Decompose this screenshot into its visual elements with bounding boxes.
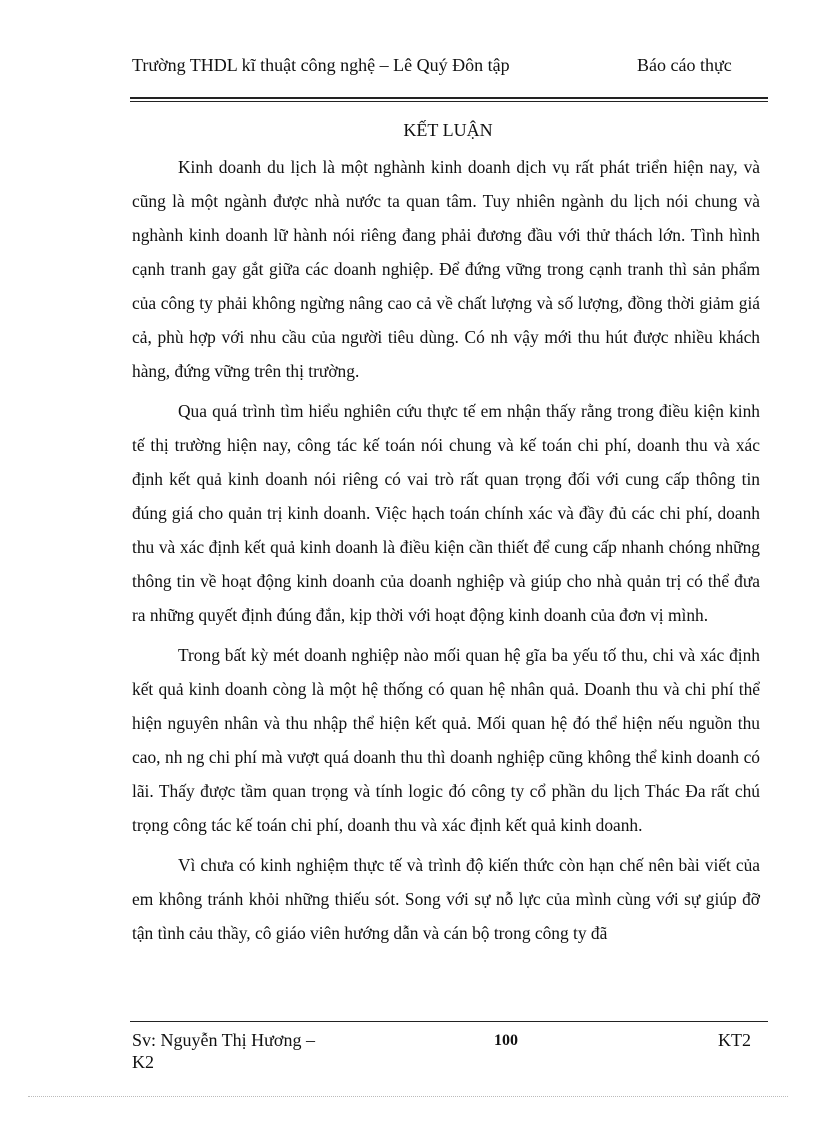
body-content bbox=[132, 150, 760, 956]
header-report-type: Báo cáo thực bbox=[637, 55, 732, 75]
footer-rule bbox=[130, 1021, 768, 1022]
footer-class-code: KT2 bbox=[718, 1030, 751, 1050]
paragraph-1: Kinh doanh du lịch là một nghành kinh doanh dịch vụ rất phát triển hiện nay, và cũng là một ngành được nhà nước ta quan tâm. Tuy nhiên ngành du lịch nói chung và nghành kinh doanh lữ hành nói riêng đang phải đương đầu với thử thách lớn. Tình hình cạnh tranh gay gắt giữa các doanh nghiệp. Để đứng vững trong cạnh tranh thì sản phẩm của công ty phải không ngừng nâng cao cả về chất lượng và số lượng, đồng thời giảm giá cả, phù hợp với nhu cầu của người tiêu dùng. Có nh vậy mới thu hút được nhiều khách hàng, đứng vững trên thị trường. bbox=[132, 157, 760, 381]
page-title: KẾT LUẬN bbox=[403, 120, 493, 140]
header-rule-thick bbox=[130, 97, 768, 99]
header-school-name: Trường THDL kĩ thuật công nghệ – Lê Quý Đôn tập bbox=[132, 55, 510, 75]
paragraph-4: Vì chưa có kinh nghiệm thực tế và trình độ kiến thức còn hạn chế nên bài viết của em không tránh khỏi những thiếu sót. Song với sự nỗ lực của mình cùng với sự giúp đỡ tận tình cảu thầy, cô giáo viên hướng dẫn và cán bộ trong công ty đã bbox=[132, 855, 760, 943]
footer-student-name: Sv: Nguyễn Thị Hương – K2 bbox=[132, 1030, 315, 1072]
page-number: 100 bbox=[494, 1032, 518, 1049]
paragraph-3: Trong bất kỳ mét doanh nghiệp nào mối quan hệ gĩa ba yếu tố thu, chi và xác định kết quả kinh doanh còng là một hệ thống có quan hệ nhân quả. Doanh thu và chi phí thể hiện nguyên nhân và thu nhập thể hiện kết quả. Mối quan hệ đó thể hiện nếu nguồn thu cao, nh ng chi phí mà vượt quá doanh thu thì doanh nghiệp cũng không thể kinh doanh có lãi. Thấy được tầm quan trọng và tính logic đó công ty cổ phần du lịch Thác Đa rất chú trọng công tác kế toán chi phí, doanh thu và xác định kết quả kinh doanh. bbox=[132, 645, 760, 835]
paragraph-2: Qua quá trình tìm hiểu nghiên cứu thực tế em nhận thấy rằng trong điều kiện kinh tế thị trường hiện nay, công tác kế toán nói chung và kế toán chi phí, doanh thu và xác định kết quả kinh doanh nói riêng có vai trò rất quan trọng đối với cung cấp thông tin đúng giá cho quản trị kinh doanh. Việc hạch toán chính xác và đầy đủ các chi phí, doanh thu và xác định kết quả kinh doanh là điều kiện cần thiết để cung cấp nhanh chóng những thông tin về hoạt động kinh doanh của doanh nghiệp và giúp cho nhà quản trị có thể đưa ra những quyết định đúng đắn, kịp thời với hoạt động kinh doanh của đơn vị mình. bbox=[132, 401, 760, 625]
page-bottom-dotted-edge bbox=[28, 1096, 788, 1097]
header-rule-thin bbox=[130, 101, 768, 102]
